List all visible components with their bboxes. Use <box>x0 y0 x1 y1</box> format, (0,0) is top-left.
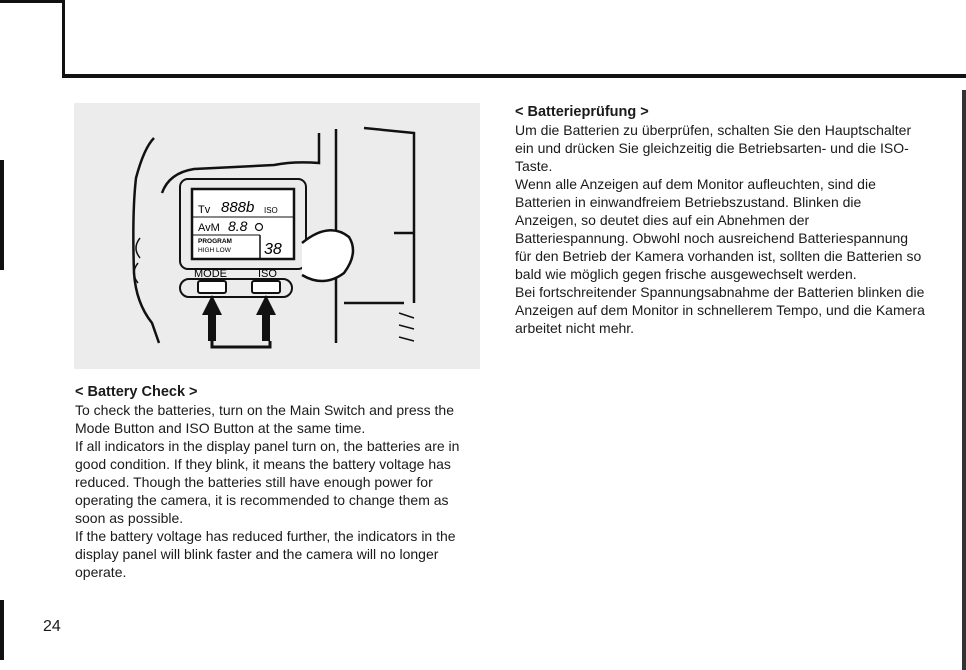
scan-edge-right <box>962 90 966 670</box>
display-iso: ISO <box>264 206 278 215</box>
english-paragraph: If the battery voltage has reduced further, the indicators in the display panel will blink faster and the camera will no longer operate. <box>75 528 456 580</box>
display-big-digits: 38 <box>264 241 282 258</box>
press-arrows <box>202 295 276 341</box>
german-paragraph: Bei fortschreitender Spannungsabnahme der Batterien blinken die Anzeigen auf dem Monitor in schnellerem Tempo, und die Kamera arbeitet nicht mehr. <box>515 284 925 336</box>
english-paragraph: To check the batteries, turn on the Main Switch and press the Mode Button and ISO Button at the same time. <box>75 402 454 436</box>
iso-button <box>252 281 280 293</box>
page-number: 24 <box>43 618 61 635</box>
display-avm: AvM <box>198 222 220 234</box>
mode-button-label: MODE <box>194 268 227 280</box>
iso-button-label: ISO <box>258 268 277 280</box>
battery-check-title: < Battery Check > <box>75 384 198 400</box>
display-avm-digits: 8.8 <box>228 218 248 234</box>
camera-illustration <box>74 103 480 369</box>
batteriepruefung-title: < Batterieprüfung > <box>515 104 649 120</box>
scan-edge-mark <box>0 160 4 270</box>
german-paragraph: Wenn alle Anzeigen auf dem Monitor aufleuchten, sind die Batterien in einwandfreiem Betriebszustand. Blinken die Anzeigen, so deutet dies auf ein Abnehmen der Batteriespannung. Obwohl noch ausreichend Batteriespannung für den Betrieb der Kamera vorhanden ist, sollten die Batterien so bald wie möglich gegen frische ausgewechselt werden. <box>515 176 922 282</box>
mode-button <box>198 281 226 293</box>
display-tv: Tv <box>198 204 211 216</box>
german-column <box>515 103 925 337</box>
display-tv-digits: 888b <box>221 199 255 216</box>
display-program: PROGRAM <box>198 238 232 245</box>
english-column <box>75 383 480 581</box>
header-band <box>62 0 966 78</box>
scan-edge-mark <box>0 600 4 660</box>
display-high-low: HIGH LOW <box>198 247 231 254</box>
english-paragraph: If all indicators in the display panel turn on, the batteries are in good condition. If they blink, it means the battery voltage has reduced. Though the batteries still have enough power for operating the camera, it is recommended to change them as soon as possible. <box>75 438 460 526</box>
top-rule <box>0 0 62 3</box>
german-paragraph: Um die Batterien zu überprüfen, schalten Sie den Hauptschalter ein und drücken Sie gleichzeitig die Betriebsarten- und die ISO-Taste. <box>515 122 912 174</box>
